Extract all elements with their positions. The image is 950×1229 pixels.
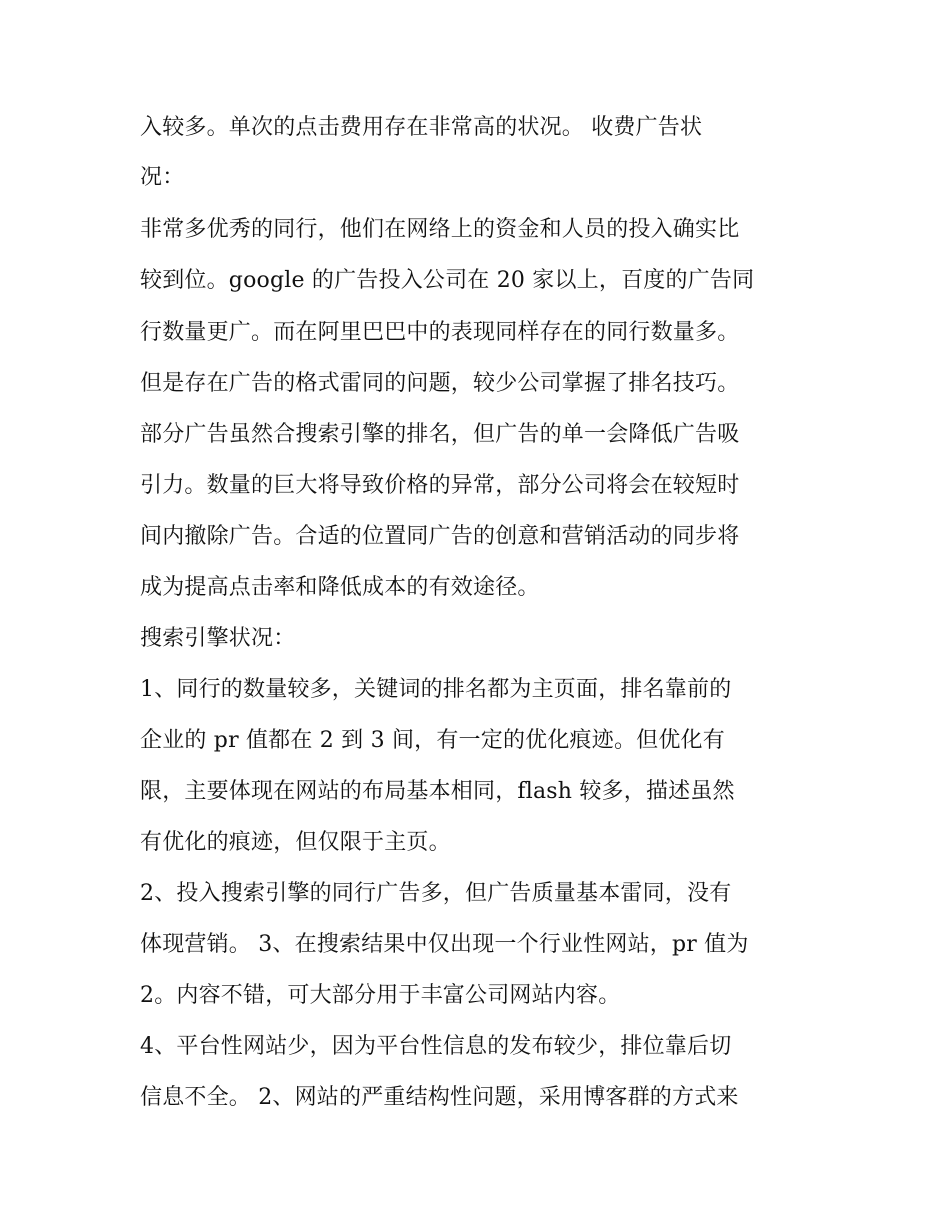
text-line: 2、投入搜索引擎的同行广告多，但广告质量基本雷同，没有 bbox=[140, 881, 732, 906]
text-line: 1、同行的数量较多，关键词的排名都为主页面，排名靠前的 bbox=[140, 677, 732, 702]
text-line: 限，主要体现在网站的布局基本相同，flash 较多，描述虽然 bbox=[140, 779, 735, 804]
text-line: 况： bbox=[140, 165, 185, 190]
text-line: 体现营销。 3、在搜索结果中仅出现一个行业性网站，pr 值为 bbox=[140, 932, 749, 957]
text-line: 成为提高点击率和降低成本的有效途径。 bbox=[140, 575, 540, 600]
text-line: 较到位。google 的广告投入公司在 20 家以上，百度的广告同 bbox=[140, 268, 755, 293]
text-line: 间内撤除广告。合适的位置同广告的创意和营销活动的同步将 bbox=[140, 524, 740, 549]
text-line: 企业的 pr 值都在 2 到 3 间，有一定的优化痕迹。但优化有 bbox=[140, 728, 725, 753]
text-line: 部分广告虽然合搜索引擎的排名，但广告的单一会降低广告吸 bbox=[140, 422, 740, 447]
text-line: 非常多优秀的同行，他们在网络上的资金和人员的投入确实比 bbox=[140, 217, 740, 242]
text-line: 引力。数量的巨大将导致价格的异常，部分公司将会在较短时 bbox=[140, 473, 740, 498]
text-line: 入较多。单次的点击费用存在非常高的状况。 收费广告状 bbox=[140, 115, 703, 140]
text-line: 行数量更广。而在阿里巴巴中的表现同样存在的同行数量多。 bbox=[140, 320, 740, 345]
text-line: 但是存在广告的格式雷同的问题，较少公司掌握了排名技巧。 bbox=[140, 371, 740, 396]
text-line: 2。内容不错，可大部分用于丰富公司网站内容。 bbox=[140, 983, 621, 1008]
text-line: 信息不全。 2、网站的严重结构性问题，采用博客群的方式来 bbox=[140, 1085, 739, 1110]
section-heading: 搜索引擎状况： bbox=[140, 626, 296, 651]
text-line: 有优化的痕迹，但仅限于主页。 bbox=[140, 830, 451, 855]
text-line: 4、平台性网站少，因为平台性信息的发布较少，排位靠后切 bbox=[140, 1034, 732, 1059]
